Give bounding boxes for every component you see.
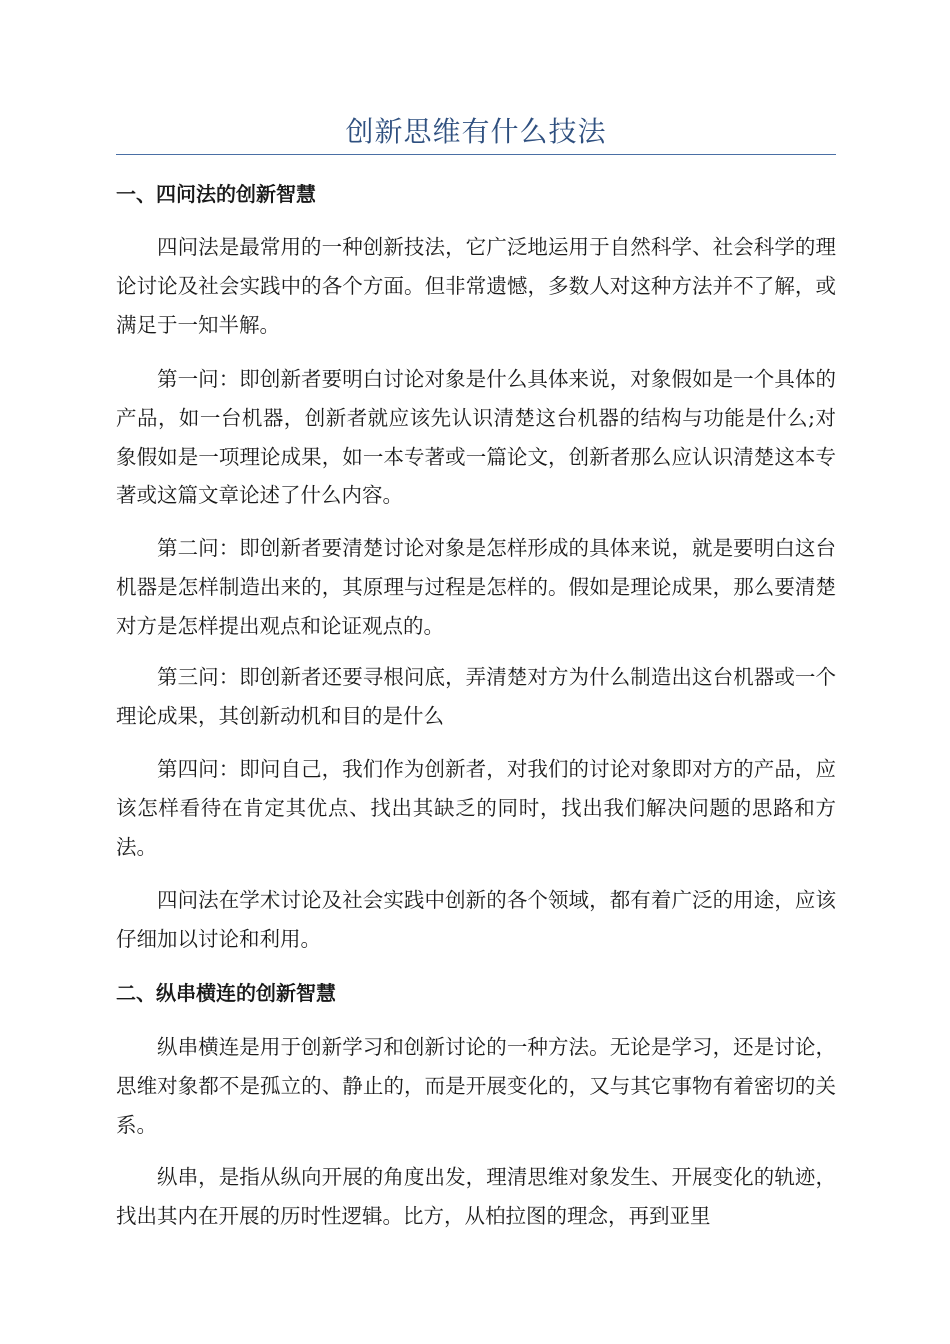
paragraph: 第一问：即创新者要明白讨论对象是什么具体来说，对象假如是一个具体的产品，如一台机器，创新者就应该先认识清楚这台机器的结构与功能是什么;对象假如是一项理论成果，如一本专著或一篇论文，创新者那么应认识清楚这本专著或这篇文章论述了什么内容。 [116, 367, 836, 508]
title-underline [116, 154, 836, 155]
paragraph: 第四问：即问自己，我们作为创新者，对我们的讨论对象即对方的产品，应该怎样看待在肯定其优点、找出其缺乏的同时，找出我们解决问题的思路和方法。 [116, 757, 836, 859]
document-title: 创新思维有什么技法 [345, 115, 607, 148]
paragraph: 纵串横连是用于创新学习和创新讨论的一种方法。无论是学习，还是讨论，思维对象都不是孤立的、静止的，而是开展变化的，又与其它事物有着密切的关系。 [116, 1035, 836, 1137]
paragraph: 纵串，是指从纵向开展的角度出发，理清思维对象发生、开展变化的轨迹，找出其内在开展的历时性逻辑。比方，从柏拉图的理念，再到亚里 [116, 1165, 836, 1228]
paragraph: 四问法是最常用的一种创新技法，它广泛地运用于自然科学、社会科学的理论讨论及社会实践中的各个方面。但非常遗憾，多数人对这种方法并不了解，或满足于一知半解。 [116, 235, 836, 337]
paragraph: 四问法在学术讨论及社会实践中创新的各个领域，都有着广泛的用途，应该仔细加以讨论和利用。 [116, 888, 836, 951]
section-heading-1: 一、四问法的创新智慧 [116, 182, 316, 206]
paragraph: 第二问：即创新者要清楚讨论对象是怎样形成的具体来说，就是要明白这台机器是怎样制造出来的，其原理与过程是怎样的。假如是理论成果，那么要清楚对方是怎样提出观点和论证观点的。 [116, 536, 836, 638]
section-heading-2: 二、纵串横连的创新智慧 [116, 981, 336, 1005]
paragraph: 第三问：即创新者还要寻根问底，弄清楚对方为什么制造出这台机器或一个理论成果，其创新动机和目的是什么 [116, 665, 836, 728]
